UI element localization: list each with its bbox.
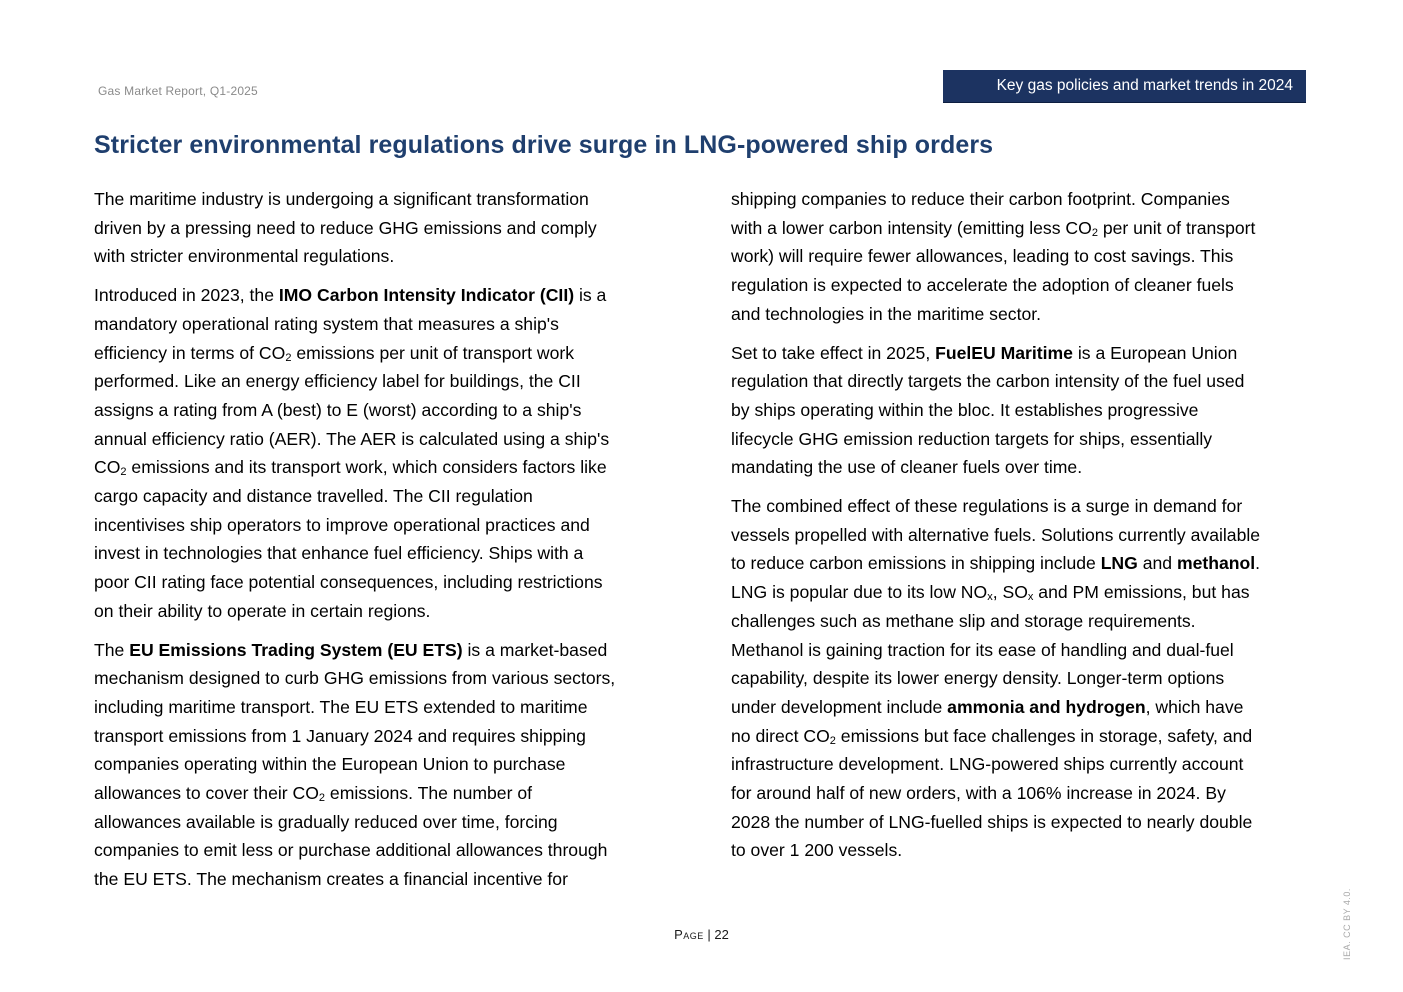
text-run: is a European Union bbox=[1072, 342, 1238, 363]
text-run: no direct CO bbox=[731, 725, 830, 746]
text-run: allowances available is gradually reduced over time, forcing bbox=[94, 811, 558, 832]
text-line bbox=[731, 808, 1313, 837]
license-notice: IEA. CC BY 4.0. bbox=[1342, 888, 1352, 960]
text-run: The maritime industry is undergoing a significant transformation bbox=[94, 189, 589, 209]
section-banner: Key gas policies and market trends in 2024 bbox=[943, 70, 1306, 103]
text-line bbox=[94, 453, 669, 482]
text-run: challenges such as methane slip and storage requirements. bbox=[731, 610, 1196, 631]
text-line bbox=[731, 521, 1313, 550]
left-column bbox=[94, 185, 669, 894]
text-run: emissions per unit of transport work bbox=[291, 342, 575, 363]
text-line bbox=[731, 664, 1313, 693]
text-run: , which have bbox=[1145, 696, 1244, 717]
text-run: and PM emissions, but has bbox=[1033, 582, 1250, 603]
text-run: emissions. The number of bbox=[325, 783, 533, 804]
text-run: with stricter environmental regulations. bbox=[94, 246, 395, 267]
report-name: Gas Market Report, Q1-2025 bbox=[98, 84, 258, 98]
text-run: driven by a pressing need to reduce GHG emissions and comply bbox=[94, 217, 597, 238]
text-line bbox=[94, 722, 669, 751]
text-line bbox=[731, 396, 1313, 425]
text-run: mechanism designed to curb GHG emissions from various sectors, bbox=[94, 668, 616, 689]
text-line bbox=[731, 578, 1313, 607]
text-line bbox=[94, 865, 669, 894]
text-line bbox=[731, 607, 1313, 636]
text-run: infrastructure development. LNG-powered ships currently account bbox=[731, 754, 1244, 775]
text-run: and technologies in the maritime sector. bbox=[731, 303, 1042, 324]
text-line bbox=[94, 750, 669, 779]
text-run: is a market-based bbox=[462, 639, 608, 660]
text-run: annual efficiency ratio (AER). The AER is calculated using a ship's bbox=[94, 428, 610, 449]
paragraph bbox=[731, 339, 1313, 483]
subscript: 2 bbox=[318, 792, 326, 805]
text-line bbox=[94, 185, 669, 214]
text-line bbox=[94, 693, 669, 722]
text-run: CO bbox=[94, 457, 121, 478]
text-line bbox=[94, 511, 669, 540]
text-run: work) will require fewer allowances, leading to cost savings. This bbox=[731, 246, 1234, 267]
text-run: LNG is popular due to its low NO bbox=[731, 582, 988, 603]
text-run: cargo capacity and distance travelled. The CII regulation bbox=[94, 486, 533, 507]
text-line bbox=[94, 664, 669, 693]
text-run: assigns a rating from A (best) to E (worst) according to a ship's bbox=[94, 399, 582, 420]
text-run: allowances to cover their CO bbox=[94, 783, 319, 804]
bold-term: ammonia and hydrogen bbox=[947, 696, 1146, 717]
text-run: efficiency in terms of CO bbox=[94, 342, 286, 363]
text-line bbox=[731, 339, 1313, 368]
text-line bbox=[94, 597, 669, 626]
text-run: Methanol is gaining traction for its ease of handling and dual-fuel bbox=[731, 639, 1234, 660]
text-run: to over 1 200 vessels. bbox=[731, 840, 903, 861]
text-run: to reduce carbon emissions in shipping include bbox=[731, 553, 1101, 574]
text-line bbox=[731, 300, 1313, 329]
text-line bbox=[94, 539, 669, 568]
text-run: lifecycle GHG emission reduction targets for ships, essentially bbox=[731, 428, 1213, 449]
paragraph bbox=[731, 492, 1313, 865]
bold-term: FuelEU Maritime bbox=[935, 342, 1073, 363]
text-line bbox=[731, 693, 1313, 722]
text-line bbox=[731, 453, 1313, 482]
text-line bbox=[94, 310, 669, 339]
text-run: for around half of new orders, with a 106% increase in 2024. By bbox=[731, 783, 1226, 804]
text-run: mandatory operational rating system that measures a ship's bbox=[94, 313, 559, 334]
text-line bbox=[94, 396, 669, 425]
right-column bbox=[731, 185, 1313, 865]
text-line bbox=[731, 636, 1313, 665]
text-run: companies to emit less or purchase additional allowances through bbox=[94, 840, 608, 861]
text-line bbox=[731, 549, 1313, 578]
text-run: Introduced in 2023, the bbox=[94, 285, 279, 306]
text-line bbox=[94, 367, 669, 396]
text-line bbox=[731, 779, 1313, 808]
subscript: 2 bbox=[829, 734, 836, 747]
bold-term: EU Emissions Trading System (EU ETS) bbox=[129, 639, 463, 660]
paragraph bbox=[94, 185, 669, 271]
text-run: . bbox=[1255, 553, 1261, 574]
text-run: and bbox=[1137, 553, 1177, 574]
text-line bbox=[94, 425, 669, 454]
text-run: vessels propelled with alternative fuels. Solutions currently available bbox=[731, 524, 1261, 545]
text-line bbox=[731, 836, 1313, 865]
text-line bbox=[94, 636, 669, 665]
subscript: x bbox=[1027, 591, 1034, 604]
subscript: 2 bbox=[1091, 226, 1098, 239]
text-run: performed. Like an energy efficiency label for buildings, the CII bbox=[94, 371, 581, 392]
text-run: invest in technologies that enhance fuel efficiency. Ships with a bbox=[94, 543, 584, 564]
paragraph bbox=[94, 281, 669, 625]
text-run: by ships operating within the bloc. It establishes progressive bbox=[731, 399, 1199, 420]
text-run: , SO bbox=[992, 582, 1028, 603]
text-line bbox=[731, 214, 1313, 243]
text-run: shipping companies to reduce their carbon footprint. Companies bbox=[731, 189, 1230, 209]
text-run: The bbox=[94, 639, 130, 660]
text-line bbox=[731, 750, 1313, 779]
text-run: per unit of transport bbox=[1097, 217, 1256, 238]
text-line bbox=[94, 482, 669, 511]
text-line bbox=[94, 808, 669, 837]
text-run: poor CII rating face potential consequences, including restrictions bbox=[94, 572, 603, 593]
text-run: capability, despite its lower energy density. Longer-term options bbox=[731, 668, 1225, 689]
text-run: the EU ETS. The mechanism creates a financial incentive for bbox=[94, 869, 568, 890]
text-line bbox=[94, 779, 669, 808]
text-run: regulation that directly targets the carbon intensity of the fuel used bbox=[731, 371, 1245, 392]
paragraph bbox=[731, 185, 1313, 329]
text-line bbox=[94, 281, 669, 310]
text-run: companies operating within the European Union to purchase bbox=[94, 754, 566, 775]
subscript: x bbox=[987, 591, 993, 604]
text-line bbox=[731, 722, 1313, 751]
subscript: 2 bbox=[285, 351, 292, 364]
text-line bbox=[731, 185, 1313, 214]
bold-term: methanol bbox=[1176, 553, 1256, 574]
text-line bbox=[94, 836, 669, 865]
text-run: mandating the use of cleaner fuels over time. bbox=[731, 457, 1083, 478]
page-title: Stricter environmental regulations drive surge in LNG-powered ship orders bbox=[94, 131, 994, 159]
page-footer bbox=[0, 927, 1403, 942]
subscript: 2 bbox=[120, 466, 127, 479]
text-run: including maritime transport. The EU ETS extended to maritime bbox=[94, 696, 588, 717]
text-line bbox=[94, 214, 669, 243]
text-run: incentivises ship operators to improve operational practices and bbox=[94, 514, 590, 535]
page-label: Page bbox=[674, 927, 704, 942]
bold-term: LNG bbox=[1100, 553, 1138, 574]
text-line bbox=[731, 242, 1313, 271]
text-run: emissions but face challenges in storage, safety, and bbox=[835, 725, 1253, 746]
paragraph bbox=[94, 636, 669, 894]
text-run: under development include bbox=[731, 696, 948, 717]
text-line bbox=[731, 271, 1313, 300]
text-line bbox=[731, 425, 1313, 454]
page-number: 22 bbox=[714, 927, 729, 942]
text-run: regulation is expected to accelerate the adoption of cleaner fuels bbox=[731, 275, 1234, 296]
bold-term: IMO Carbon Intensity Indicator (CII) bbox=[278, 285, 575, 306]
text-line bbox=[731, 367, 1313, 396]
text-line bbox=[94, 568, 669, 597]
text-run: 2028 the number of LNG-fuelled ships is expected to nearly double bbox=[731, 811, 1253, 832]
text-run: Set to take effect in 2025, bbox=[731, 342, 936, 363]
text-run: The combined effect of these regulations is a surge in demand for bbox=[731, 496, 1243, 517]
text-run: with a lower carbon intensity (emitting less CO bbox=[731, 217, 1092, 238]
text-line bbox=[731, 492, 1313, 521]
text-run: is a bbox=[574, 285, 607, 306]
text-run: transport emissions from 1 January 2024 and requires shipping bbox=[94, 725, 586, 746]
page-separator: | bbox=[707, 927, 711, 942]
text-run: on their ability to operate in certain regions. bbox=[94, 600, 431, 621]
text-line bbox=[94, 339, 669, 368]
text-run: emissions and its transport work, which considers factors like bbox=[126, 457, 607, 478]
text-line bbox=[94, 242, 669, 271]
